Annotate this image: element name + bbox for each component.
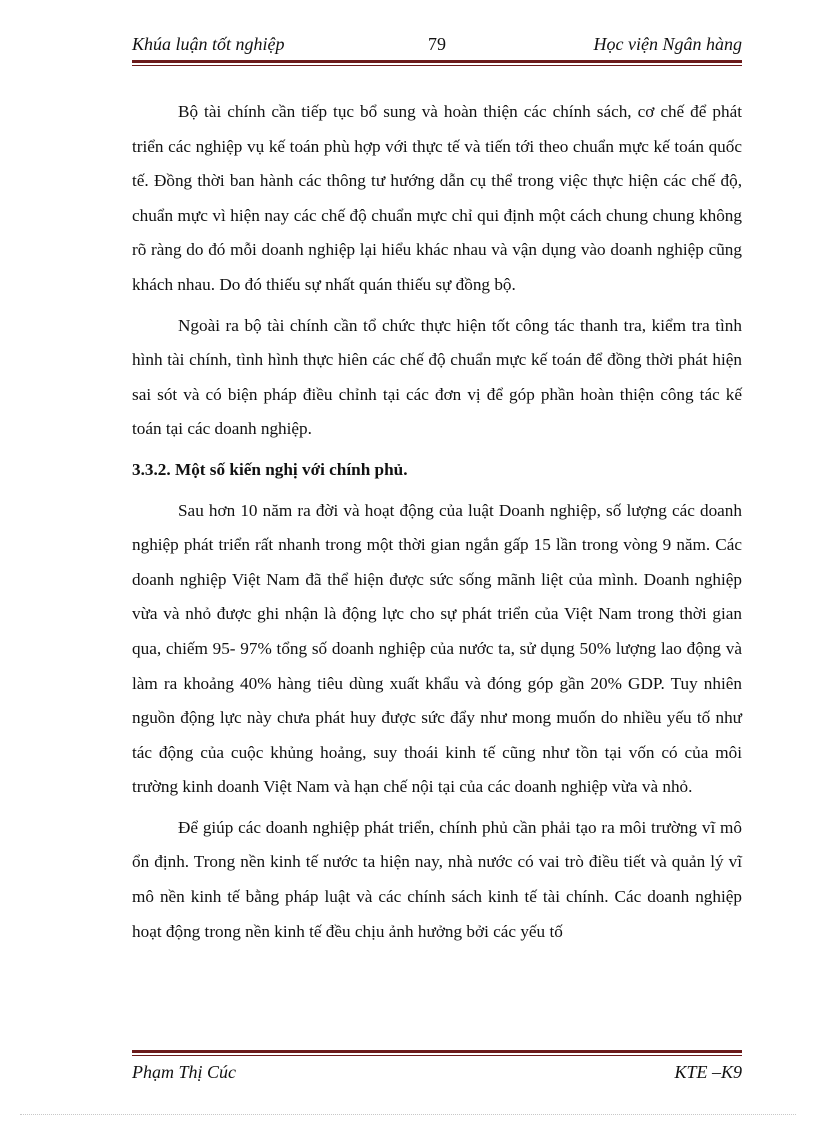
section-heading: 3.3.2. Một số kiến nghị với chính phủ. bbox=[132, 459, 408, 479]
paragraph-1: Bộ tài chính cần tiếp tục bổ sung và hoàn thiện các chính sách, cơ chế để phát triển các nghiệp vụ kế toán phù hợp với thực tế và tiến tới theo chuẩn mực kế toán quốc tế. Đồng thời ban hành các thông tư hướng dẫn cụ thể trong việc thực hiện các chế độ, chuẩn mực vì hiện nay các chế độ chuẩn mực chỉ qui định một cách chung chung không rõ ràng do đó mỗi doanh nghiệp lại hiểu khác nhau và vận dụng vào doanh nghiệp cũng khách nhau. Do đó thiếu sự nhất quán thiếu sự đồng bộ. bbox=[132, 102, 742, 294]
footer-rule bbox=[132, 1050, 742, 1056]
paragraph-4: Để giúp các doanh nghiệp phát triển, chính phủ cần phải tạo ra môi trường vĩ mô ổn định. Trong nền kinh tế nước ta hiện nay, nhà nước có vai trò điều tiết và quản lý vĩ mô nền kinh tế bằng pháp luật và các chính sách kinh tế tài chính. Các doanh nghiệp hoạt động trong nền kinh tế đều chịu ảnh hưởng bởi các yếu tố bbox=[132, 817, 742, 941]
header-rule bbox=[132, 60, 742, 66]
paragraph-2: Ngoài ra bộ tài chính cần tổ chức thực hiện tốt công tác thanh tra, kiểm tra tình hình tài chính, tình hình thực hiên các chế độ chuẩn mực kế toán để đồng thời phát hiện sai sót và có biện pháp điều chỉnh tại các đơn vị để góp phần hoàn thiện công tác kế toán tại các doanh nghiệp. bbox=[132, 315, 742, 439]
footer-class: KTE –K9 bbox=[674, 1062, 742, 1082]
header-thesis-title: Khúa luận tốt nghiệp bbox=[132, 34, 285, 54]
page-number: 79 bbox=[428, 34, 446, 54]
footer-author: Phạm Thị Cúc bbox=[132, 1062, 237, 1082]
paragraph-3: Sau hơn 10 năm ra đời và hoạt động của luật Doanh nghiệp, số lượng các doanh nghiệp phát triển rất nhanh trong một thời gian ngắn gấp 15 lần trong vòng 9 năm. Các doanh nghiệp Việt Nam đã thể hiện được sức sống mãnh liệt của mình. Doanh nghiệp vừa và nhỏ được ghi nhận là động lực cho sự phát triển của Việt Nam trong thời gian qua, chiếm 95- 97% tổng số doanh nghiệp của nước ta, sử dụng 50% lượng lao động và làm ra khoảng 40% hàng tiêu dùng xuất khẩu và đóng góp gần 20% GDP. Tuy nhiên nguồn động lực này chưa phát huy được sức đẩy như mong muốn do nhiều yếu tố như tác động của cuộc khủng hoảng, suy thoái kinh tế cũng như tồn tại vốn có của môi trường kinh doanh Việt Nam và hạn chế nội tại của các doanh nghiệp vừa và nhỏ. bbox=[132, 500, 742, 797]
header-institution: Học viện Ngân hàng bbox=[593, 34, 742, 54]
page-edge-divider bbox=[20, 1114, 796, 1115]
document-body bbox=[132, 95, 742, 955]
page-header bbox=[132, 30, 742, 60]
page-footer bbox=[132, 1058, 742, 1088]
